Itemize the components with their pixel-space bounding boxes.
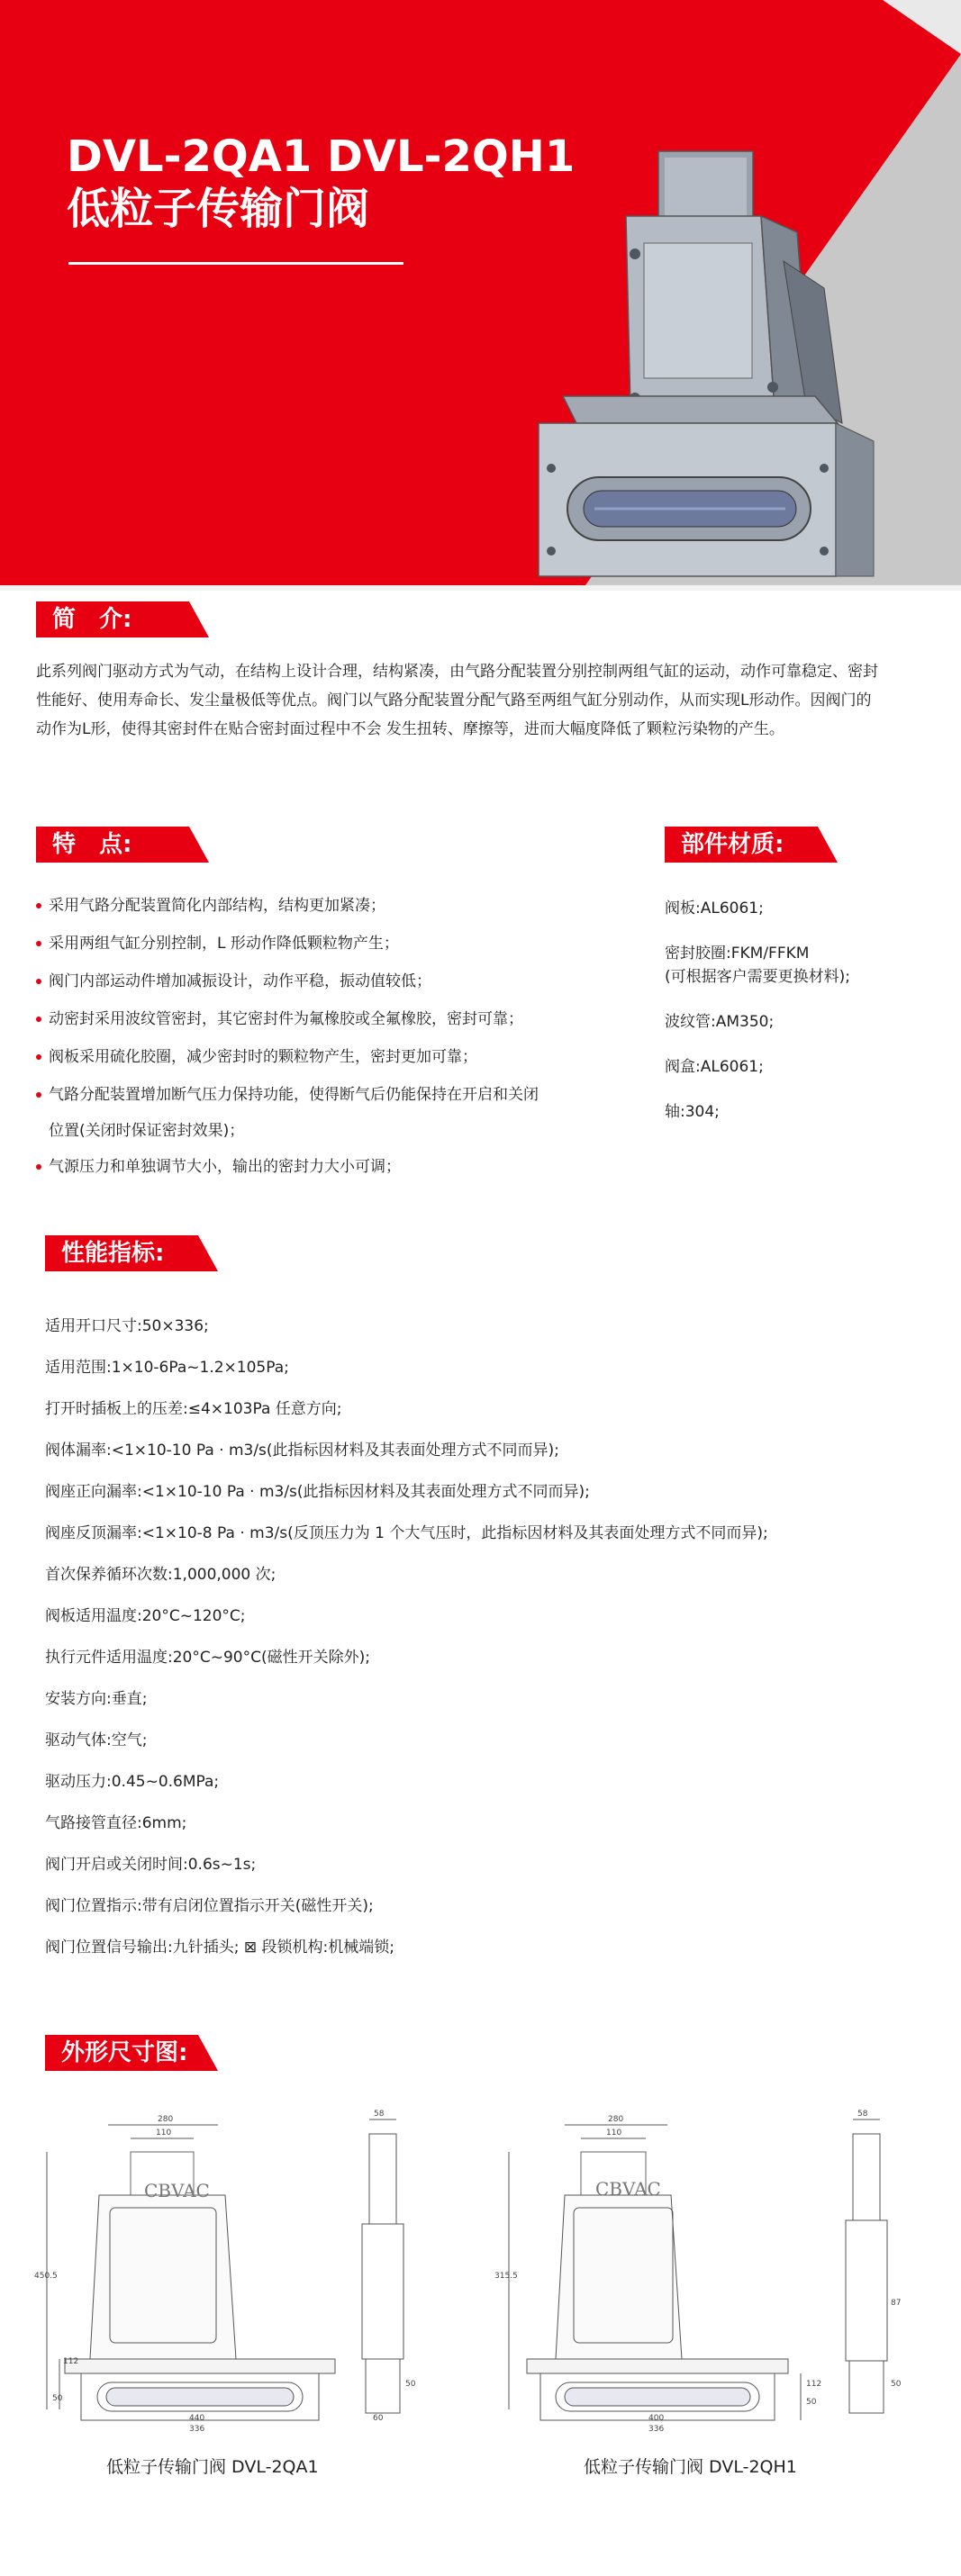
materials-heading: 部件材质:: [681, 831, 784, 858]
list-item: 阀门内部运动件增加减振设计，动作平稳，振动值较低；: [36, 963, 621, 1000]
dim-label: 60: [373, 2414, 384, 2423]
dim-label: 50: [52, 2394, 63, 2403]
dimensions-heading-tag: [45, 2035, 218, 2071]
dim-label: 110: [606, 2129, 622, 2138]
dimension-drawing-2qa1: [27, 2098, 423, 2434]
valve-product-image: [0, 0, 961, 585]
material-seal: 密封胶圈:FKM/FFKM: [665, 945, 810, 963]
caption-2qa1: 低粒子传输门阀 DVL-2QA1: [106, 2457, 319, 2477]
dim-label: 280: [608, 2115, 624, 2124]
spec-item: 阀板适用温度:20°C~120°C;: [45, 1607, 246, 1625]
caption-2qh1: 低粒子传输门阀 DVL-2QH1: [584, 2457, 797, 2477]
list-item: 采用两组气缸分别控制，L 形动作降低颗粒物产生；: [36, 925, 621, 963]
list-item-continuation: 位置(关闭时保证密封效果)；: [49, 1122, 245, 1140]
material-box: 阀盒:AL6061;: [665, 1058, 764, 1076]
spec-item: 适用范围:1×10-6Pa~1.2×105Pa;: [45, 1359, 289, 1377]
title-underline: [68, 262, 403, 265]
dimensions-heading: 外形尺寸图:: [61, 2039, 188, 2066]
spec-item: 阀座正向漏率:<1×10-10 Pa · m3/s(此指标因材料及其表面处理方式不同而异);: [45, 1483, 590, 1501]
dim-label: 110: [156, 2129, 172, 2138]
dim-label: 112: [63, 2357, 79, 2366]
intro-heading: 简 介:: [52, 606, 132, 633]
dim-label: 58: [374, 2110, 385, 2119]
spec-item: 适用开口尺寸:50×336;: [45, 1317, 209, 1335]
intro-heading-tag: [36, 601, 209, 637]
brand-label: CBVAC: [595, 2178, 661, 2200]
intro-paragraph: [36, 657, 928, 744]
spec-item: 执行元件适用温度:20°C~90°C(磁性开关除外);: [45, 1649, 370, 1667]
performance-list: [45, 1306, 928, 1968]
dim-label: 450.5: [34, 2272, 58, 2281]
materials-list: [665, 897, 935, 1124]
brand-label: CBVAC: [144, 2180, 210, 2201]
dim-label: 50: [405, 2380, 416, 2389]
material-shaft: 轴:304;: [665, 1103, 720, 1121]
spec-item: 首次保养循环次数:1,000,000 次;: [45, 1566, 277, 1584]
intro-line: 性能好、使用寿命长、发尘量极低等优点。阀门以气路分配装置分配气路至两组气缸分别动作，从而实现L形动作。因阀门的: [36, 691, 872, 710]
intro-line: 此系列阀门驱动方式为气动，在结构上设计合理，结构紧凑，由气路分配装置分别控制两组气缸的运动，动作可靠稳定、密封: [36, 663, 878, 681]
dim-label: 112: [806, 2380, 822, 2389]
dim-label: 280: [158, 2115, 174, 2124]
dim-label: 58: [857, 2110, 868, 2119]
divider-strip: [0, 585, 961, 591]
dim-label: 336: [189, 2425, 205, 2434]
spec-item: 安装方向:垂直;: [45, 1690, 148, 1708]
features-heading-tag: [36, 827, 209, 863]
spec-item: 阀门位置指示:带有启闭位置指示开关(磁性开关);: [45, 1897, 374, 1915]
list-item: 采用气路分配装置简化内部结构，结构更加紧凑；: [36, 887, 621, 925]
dim-label: 50: [891, 2380, 902, 2389]
dim-label: 440: [189, 2414, 205, 2423]
spec-item: 驱动压力:0.45~0.6MPa;: [45, 1773, 220, 1791]
spec-item: 阀体漏率:<1×10-10 Pa · m3/s(此指标因材料及其表面处理方式不同而异);: [45, 1442, 559, 1460]
performance-heading: 性能指标:: [61, 1240, 165, 1267]
page-title-model: DVL-2QA1 DVL-2QH1: [67, 131, 576, 182]
material-bellows: 波纹管:AM350;: [665, 1013, 775, 1031]
list-item: 气源压力和单独调节大小，输出的密封力大小可调；: [36, 1148, 621, 1186]
page-title-product: 低粒子传输门阀: [67, 184, 370, 234]
dim-label: 50: [806, 2398, 817, 2407]
spec-item: 阀门开启或关闭时间:0.6s~1s;: [45, 1856, 257, 1874]
dim-label: 87: [891, 2299, 902, 2308]
hero-banner: [0, 0, 961, 585]
dim-label: 315.5: [494, 2272, 518, 2281]
spec-item: 气路接管直径:6mm;: [45, 1814, 187, 1832]
dimension-drawing-2qh1: [491, 2098, 914, 2434]
features-heading: 特 点:: [52, 831, 132, 858]
spec-item: 驱动气体:空气;: [45, 1731, 148, 1749]
material-seal-note: (可根据客户需要更换材料);: [665, 968, 850, 986]
dim-label: 336: [648, 2425, 665, 2434]
spec-item: 阀门位置信号输出:九针插头; ⊠ 段锁机构:机械端锁;: [45, 1939, 394, 1957]
list-item: 气路分配装置增加断气压力保持功能，使得断气后仍能保持在开启和关闭: [36, 1076, 621, 1114]
materials-heading-tag: [665, 827, 838, 863]
performance-heading-tag: [45, 1235, 218, 1271]
material-plate: 阀板:AL6061;: [665, 899, 764, 917]
features-list: [36, 887, 621, 1186]
page-title: [67, 131, 575, 235]
intro-line: 动作为L形，使得其密封件在贴合密封面过程中不会 发生扭转、摩擦等，进而大幅度降低了颗粒污染物的产生。: [36, 720, 784, 738]
list-item: 动密封采用波纹管密封，其它密封件为氟橡胶或全氟橡胶，密封可靠；: [36, 1000, 621, 1038]
dim-label: 400: [648, 2414, 665, 2423]
spec-item: 打开时插板上的压差:≤4×103Pa 任意方向;: [45, 1400, 342, 1418]
list-item: 阀板采用硫化胶圈，减少密封时的颗粒物产生，密封更加可靠；: [36, 1038, 621, 1076]
spec-item: 阀座反顶漏率:<1×10-8 Pa · m3/s(反顶压力为 1 个大气压时，此指标因材料及其表面处理方式不同而异);: [45, 1524, 768, 1542]
